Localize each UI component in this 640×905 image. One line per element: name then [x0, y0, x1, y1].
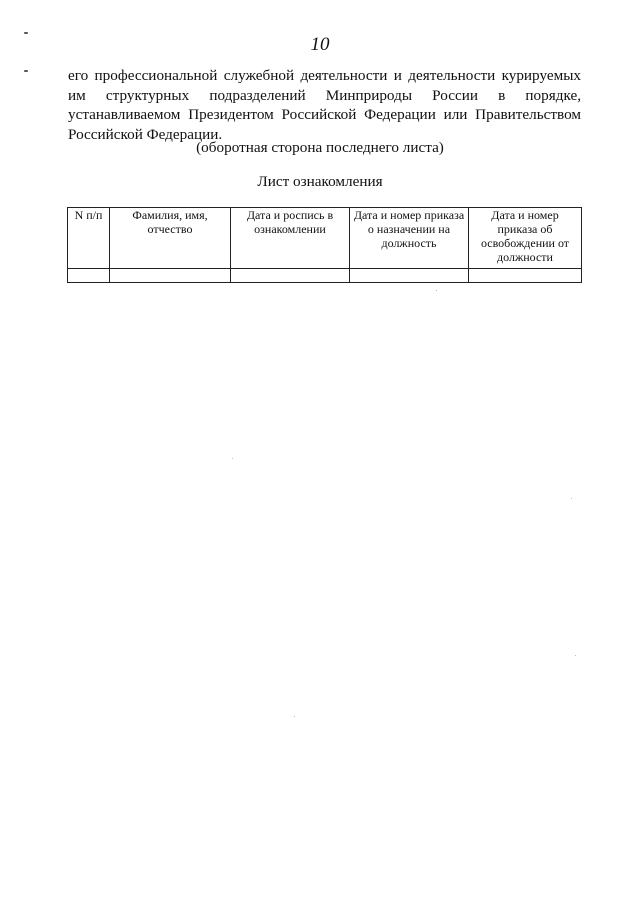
paragraph-line: Президентом Российской Федерации или Правительством Российской Федерации. — [68, 106, 581, 143]
column-header-signature-date: Дата и роспись в ознакомлении — [231, 208, 350, 269]
table-cell — [469, 269, 582, 283]
table-header-row — [68, 208, 582, 269]
column-header-appointment-order: Дата и номер приказа о назначении на должность — [350, 208, 469, 269]
scan-speck — [436, 290, 437, 291]
column-header-number: N п/п — [68, 208, 110, 269]
scan-speck — [24, 70, 28, 72]
table-row — [68, 269, 582, 283]
paragraph-line: его профессиональной служебной деятельности и деятельности курируемых им — [68, 67, 581, 104]
column-header-full-name: Фамилия, имя, отчество — [110, 208, 231, 269]
table-cell — [231, 269, 350, 283]
page-number: 10 — [310, 34, 330, 55]
scan-speck — [575, 655, 576, 656]
column-header-dismissal-order: Дата и номер приказа об освобождении от должности — [469, 208, 582, 269]
acknowledgment-table — [67, 207, 582, 283]
scan-speck — [232, 458, 233, 459]
paragraph-line: структурных подразделений Минприроды России в порядке, устанавливаемом — [68, 86, 581, 123]
table-cell — [110, 269, 231, 283]
reverse-side-note: (оборотная сторона последнего листа) — [196, 139, 444, 156]
sheet-title: Лист ознакомления — [257, 173, 383, 190]
scan-speck — [24, 32, 28, 34]
table-cell — [350, 269, 469, 283]
scan-speck — [571, 498, 572, 499]
scan-speck — [294, 716, 295, 717]
table-cell — [68, 269, 110, 283]
body-paragraph — [68, 66, 581, 144]
